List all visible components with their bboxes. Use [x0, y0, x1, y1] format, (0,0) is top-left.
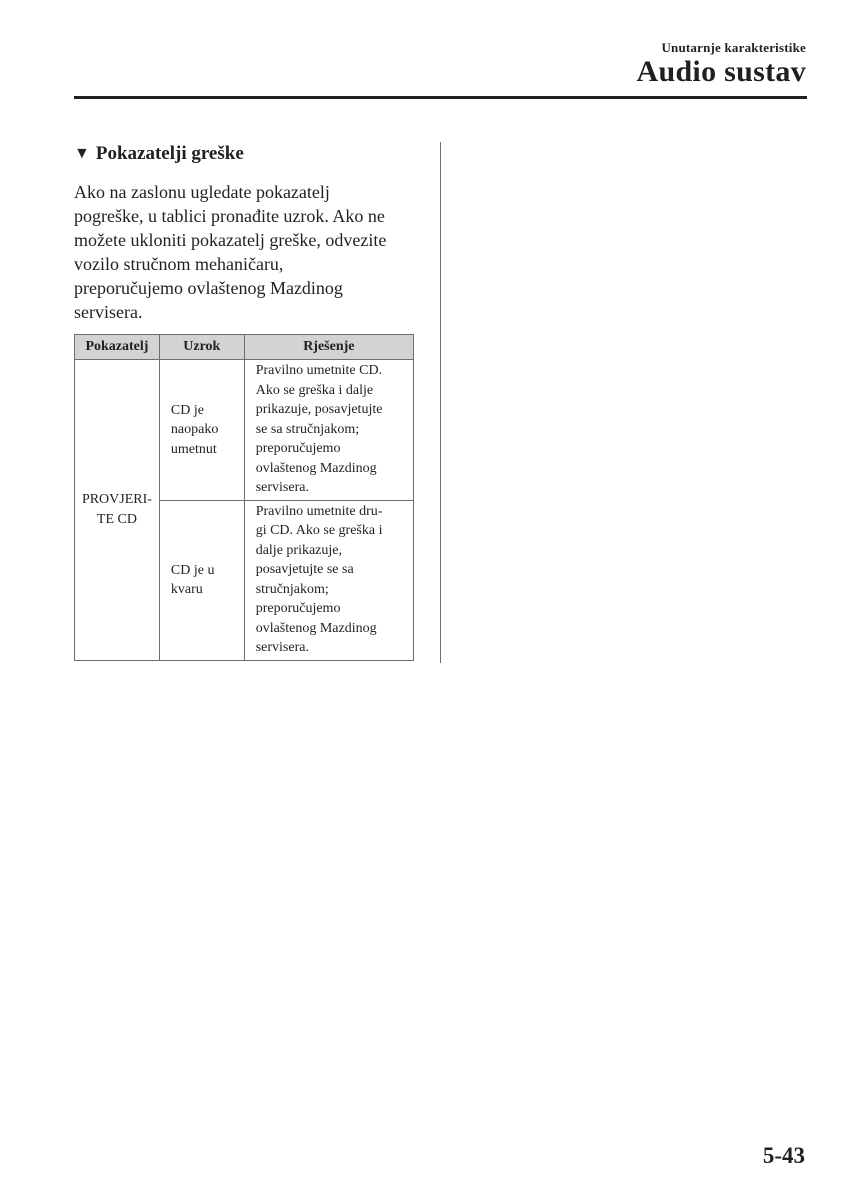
- cause-line: kvaru: [170, 582, 203, 597]
- solution-line: preporučujemo: [255, 601, 341, 616]
- solution-line: gi CD. Ako se greška i: [255, 523, 383, 538]
- column-divider: [440, 142, 441, 663]
- solution-line: servisera.: [255, 640, 309, 655]
- intro-line: preporučujemo ovlaštenog Mazdinog: [74, 278, 343, 298]
- solution-line: se sa stručnjakom;: [255, 421, 360, 437]
- indicator-cell: [75, 360, 160, 661]
- solution-cell: [244, 500, 413, 660]
- solution-line: prikazuje, posavjetujte: [255, 402, 383, 417]
- subsection-heading-text: Pokazatelji greške: [95, 143, 244, 164]
- subsection-heading: [74, 143, 244, 165]
- solution-line: Pravilno umetnite dru-: [255, 503, 383, 519]
- intro-paragraph: [74, 180, 424, 324]
- solution-line: servisera.: [255, 480, 309, 495]
- cause-cell: [159, 500, 244, 660]
- table-header-row: [75, 335, 414, 360]
- table-row: [75, 360, 414, 501]
- solution-line: dalje prikazuje,: [255, 542, 342, 558]
- triangle-down-icon: ▼: [74, 145, 90, 162]
- intro-line: pogreške, u tablici pronađite uzrok. Ako ne: [74, 206, 385, 226]
- cause-line: naopako: [170, 422, 219, 437]
- cause-line: CD je: [170, 402, 204, 418]
- intro-line: možete ukloniti pokazatelj greške, odvezite: [74, 230, 387, 250]
- header-rule: [74, 96, 807, 99]
- chapter-title: Unutarnje karakteristike: [661, 40, 806, 55]
- solution-line: Pravilno umetnite CD.: [255, 363, 383, 378]
- solution-line: preporučujemo: [255, 441, 341, 456]
- solution-line: Ako se greška i dalje: [255, 382, 374, 398]
- column-header-indicator: Pokazatelj: [75, 335, 160, 360]
- intro-line: servisera.: [74, 302, 143, 322]
- indicator-line: TE CD: [96, 511, 137, 527]
- error-indicator-table: [74, 334, 414, 661]
- intro-line: vozilo stručnom mehaničaru,: [74, 254, 284, 274]
- cause-cell: [159, 360, 244, 501]
- cause-line: CD je u: [170, 562, 215, 578]
- indicator-line: PROVJERI-: [81, 492, 152, 508]
- cause-line: umetnut: [170, 441, 217, 457]
- solution-line: posavjetujte se sa: [255, 562, 354, 577]
- intro-line: Ako na zaslonu ugledate pokazatelj: [74, 182, 330, 202]
- solution-cell: [244, 360, 413, 501]
- solution-line: ovlaštenog Mazdinog: [255, 620, 377, 636]
- column-header-cause: Uzrok: [159, 335, 244, 360]
- section-title: Audio sustav: [636, 55, 806, 88]
- solution-line: ovlaštenog Mazdinog: [255, 460, 377, 476]
- page-number: 5-43: [762, 1143, 805, 1168]
- column-header-solution: Rješenje: [244, 335, 413, 360]
- solution-line: stručnjakom;: [255, 581, 329, 597]
